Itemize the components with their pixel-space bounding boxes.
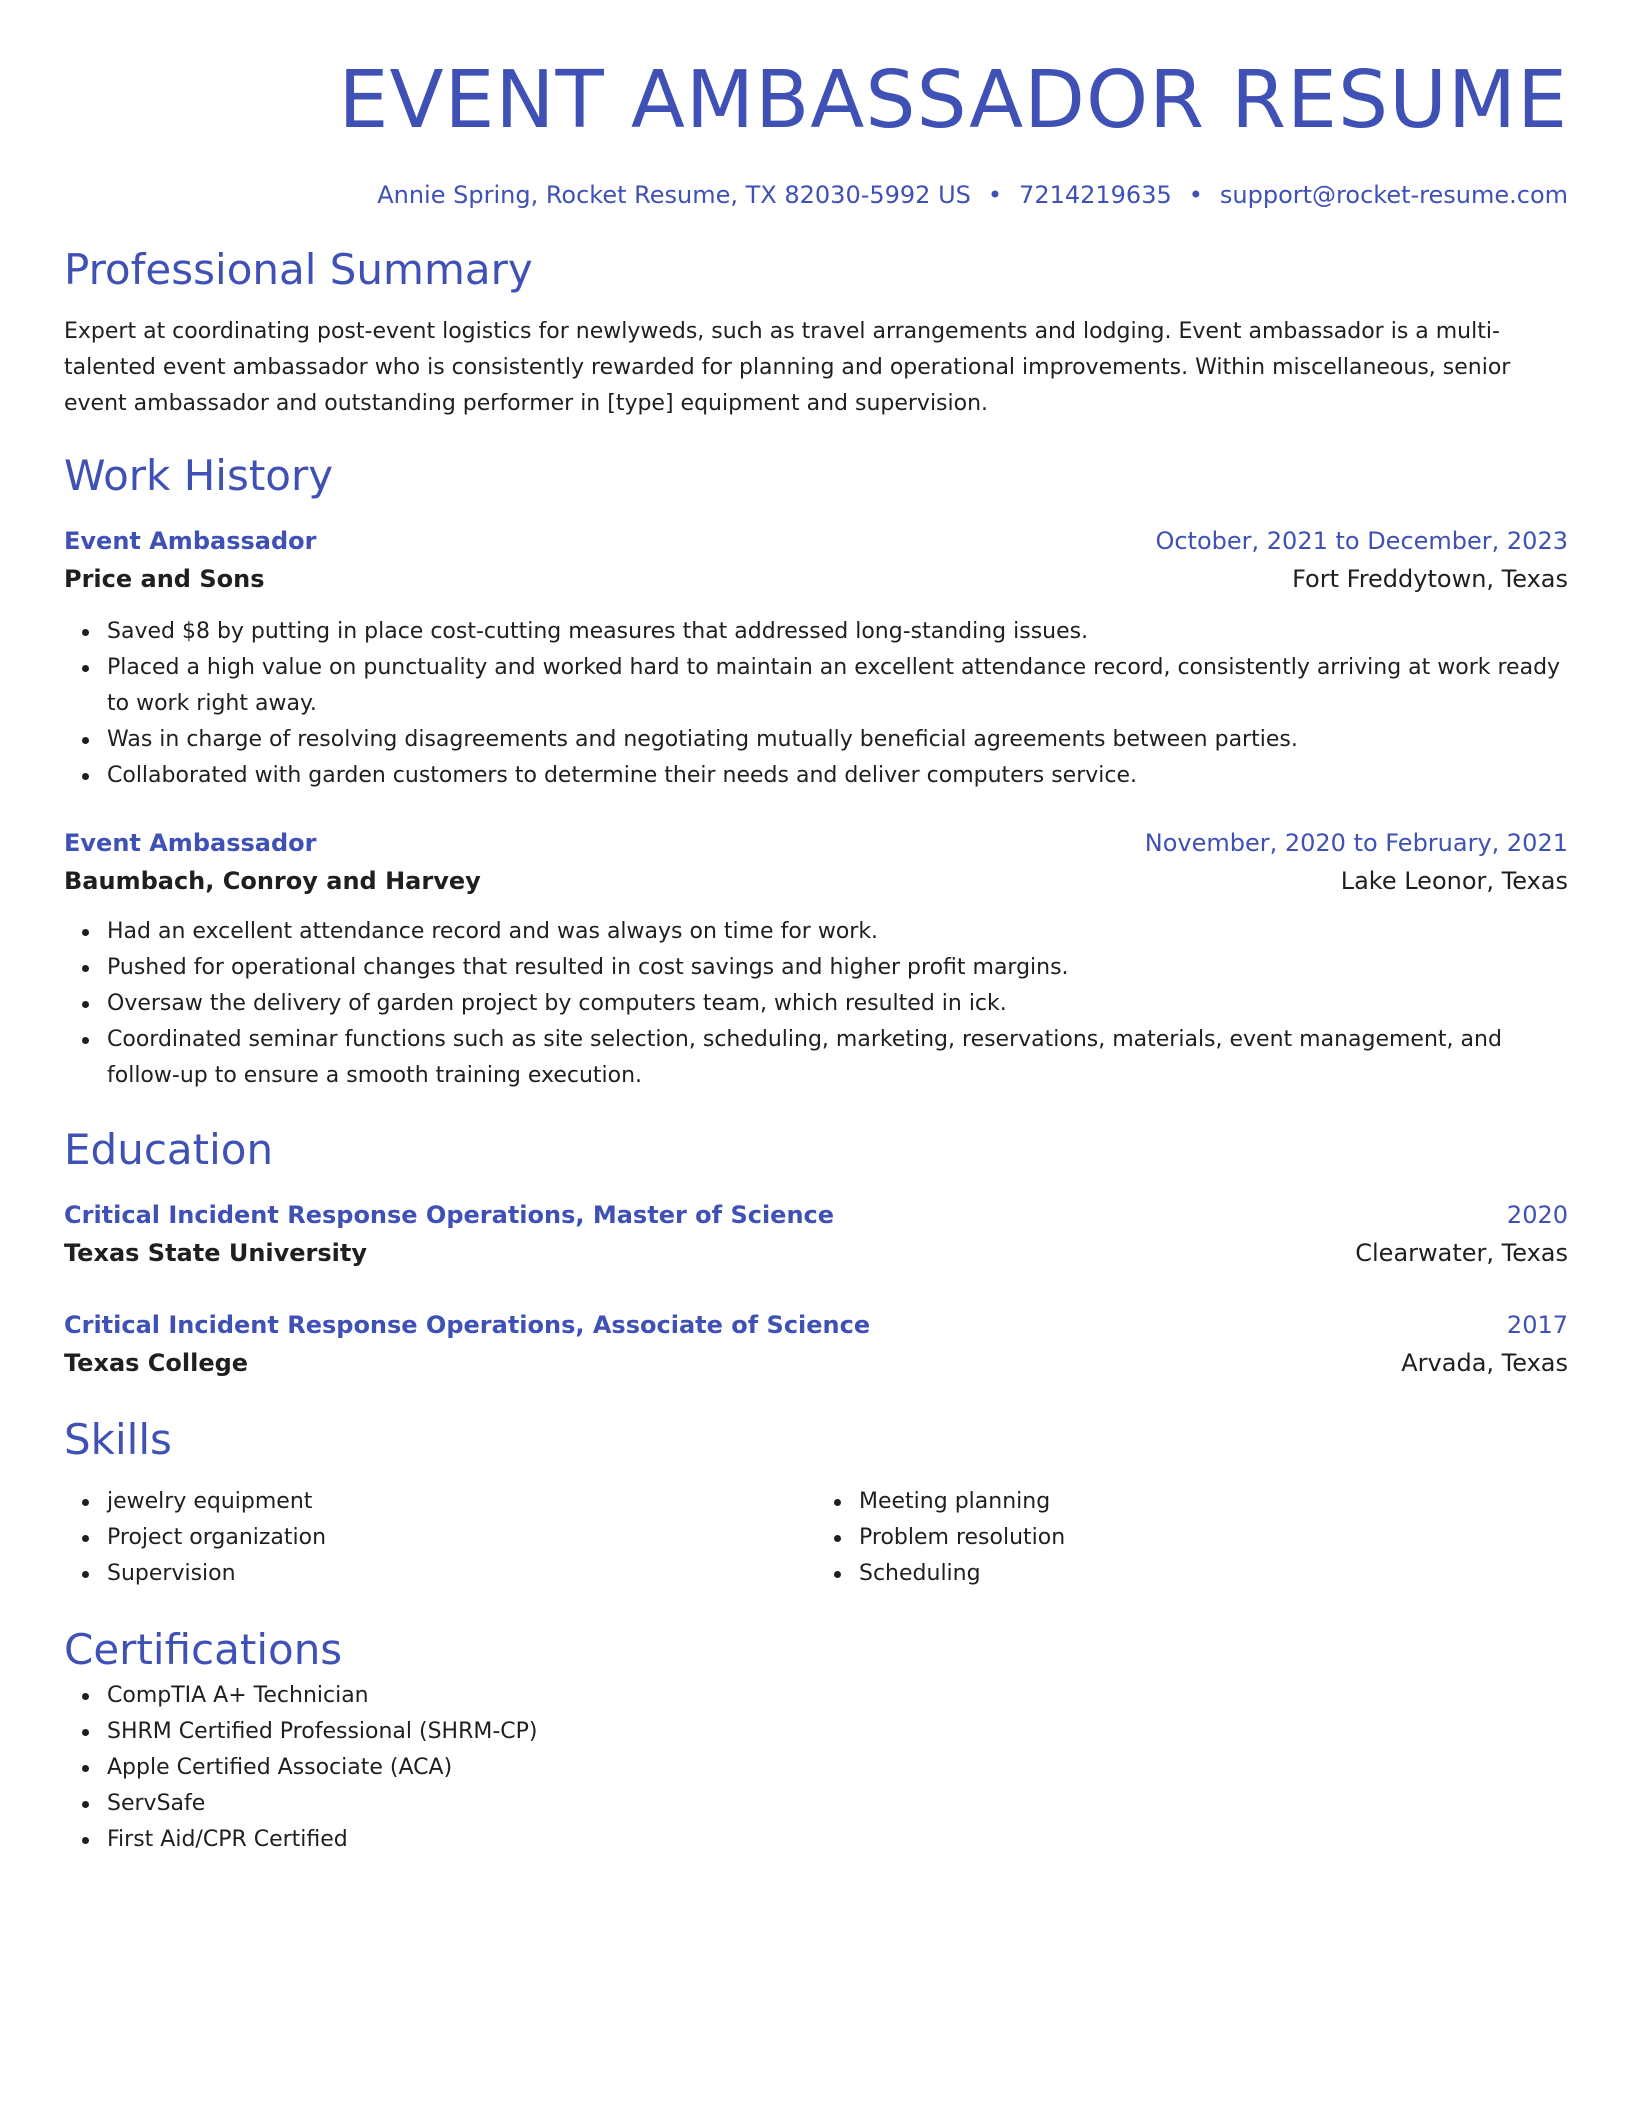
job-header-row: [64, 824, 1568, 862]
section-title-work-history: Work History: [64, 451, 334, 500]
education-school: Texas College: [64, 1349, 249, 1377]
education-location: Arvada, Texas: [1401, 1349, 1568, 1377]
education-entry: [64, 1196, 1568, 1272]
skill-item: Problem resolution: [859, 1520, 1568, 1556]
section-title-summary: Professional Summary: [64, 245, 533, 294]
job-company: Price and Sons: [64, 565, 265, 593]
job-bullet: Pushed for operational changes that resulted in cost savings and higher profit margins.: [107, 950, 1568, 986]
resume-header: [64, 50, 1568, 212]
job-bullet: Placed a high value on punctuality and worked hard to maintain an excellent attendance record, consistently arriving at work ready to work right away.: [107, 650, 1568, 722]
education-year: 2020: [1506, 1201, 1568, 1229]
job-bullet: Had an excellent attendance record and was always on time for work.: [107, 914, 1568, 950]
contact-separator: •: [1188, 181, 1203, 209]
education-header-row: [64, 1306, 1568, 1344]
contact-address: Annie Spring, Rocket Resume, TX 82030-5992 US: [377, 181, 971, 209]
contact-email[interactable]: support@rocket-resume.com: [1219, 181, 1568, 209]
job-bullet: Collaborated with garden customers to determine their needs and deliver computers service.: [107, 758, 1568, 794]
job-bullets: [64, 914, 1568, 1094]
job-company: Baumbach, Conroy and Harvey: [64, 867, 481, 895]
certification-item: First Aid/CPR Certified: [107, 1822, 1568, 1858]
job-bullet: Oversaw the delivery of garden project by computers team, which resulted in ick.: [107, 986, 1568, 1022]
skill-item: jewelry equipment: [107, 1484, 816, 1520]
skill-item: Scheduling: [859, 1556, 1568, 1592]
job-title: Event Ambassador: [64, 527, 317, 555]
job-bullets: [64, 614, 1568, 794]
contact-line: [64, 178, 1568, 212]
education-header-row: [64, 1196, 1568, 1234]
contact-separator: •: [987, 181, 1003, 209]
certifications-list: [64, 1678, 1568, 1858]
certification-item: SHRM Certified Professional (SHRM-CP): [107, 1714, 1568, 1750]
certification-item: ServSafe: [107, 1786, 1568, 1822]
skills-column-left: [64, 1484, 816, 1592]
summary-text: Expert at coordinating post-event logistics for newlyweds, such as travel arrangements and lodging. Event ambassador is a multi-talented event ambassador who is consistently rewarded for planning and operational improvements. Within miscellaneous, senior event ambassador and outstanding performer in [type] equipment and supervision.: [64, 319, 1511, 416]
job-dates: October, 2021 to December, 2023: [1155, 527, 1568, 555]
education-degree: Critical Incident Response Operations, Associate of Science: [64, 1311, 871, 1339]
education-degree: Critical Incident Response Operations, Master of Science: [64, 1201, 835, 1229]
skills-grid: [64, 1484, 1568, 1592]
education-location: Clearwater, Texas: [1355, 1239, 1568, 1267]
section-title-education: Education: [64, 1125, 274, 1174]
education-year: 2017: [1506, 1311, 1568, 1339]
job-bullet: Saved $8 by putting in place cost-cutting measures that addressed long-standing issues.: [107, 614, 1568, 650]
skill-item: Supervision: [107, 1556, 816, 1592]
education-school-row: [64, 1344, 1568, 1382]
job-company-row: [64, 862, 1568, 900]
job-location: Lake Leonor, Texas: [1340, 867, 1568, 895]
education-school-row: [64, 1234, 1568, 1272]
job-bullet: Was in charge of resolving disagreements and negotiating mutually beneficial agreements between parties.: [107, 722, 1568, 758]
job-entry: [64, 824, 1568, 1094]
education-school: Texas State University: [64, 1239, 368, 1267]
resume-title: EVENT AMBASSADOR RESUME: [338, 54, 1568, 146]
job-bullet: Coordinated seminar functions such as site selection, scheduling, marketing, reservations, materials, event management, and follow-up to ensure a smooth training execution.: [107, 1022, 1568, 1094]
job-company-row: [64, 560, 1568, 598]
contact-phone: 7214219635: [1019, 181, 1172, 209]
job-dates: November, 2020 to February, 2021: [1144, 829, 1568, 857]
job-header-row: [64, 522, 1568, 560]
section-title-skills: Skills: [64, 1415, 172, 1464]
skill-item: Meeting planning: [859, 1484, 1568, 1520]
job-location: Fort Freddytown, Texas: [1292, 565, 1568, 593]
certification-item: Apple Certified Associate (ACA): [107, 1750, 1568, 1786]
section-title-certifications: Certifications: [64, 1625, 343, 1674]
skill-item: Project organization: [107, 1520, 816, 1556]
job-title: Event Ambassador: [64, 829, 317, 857]
skills-column-right: [816, 1484, 1568, 1592]
job-entry: [64, 522, 1568, 794]
certification-item: CompTIA A+ Technician: [107, 1678, 1568, 1714]
education-entry: [64, 1306, 1568, 1382]
